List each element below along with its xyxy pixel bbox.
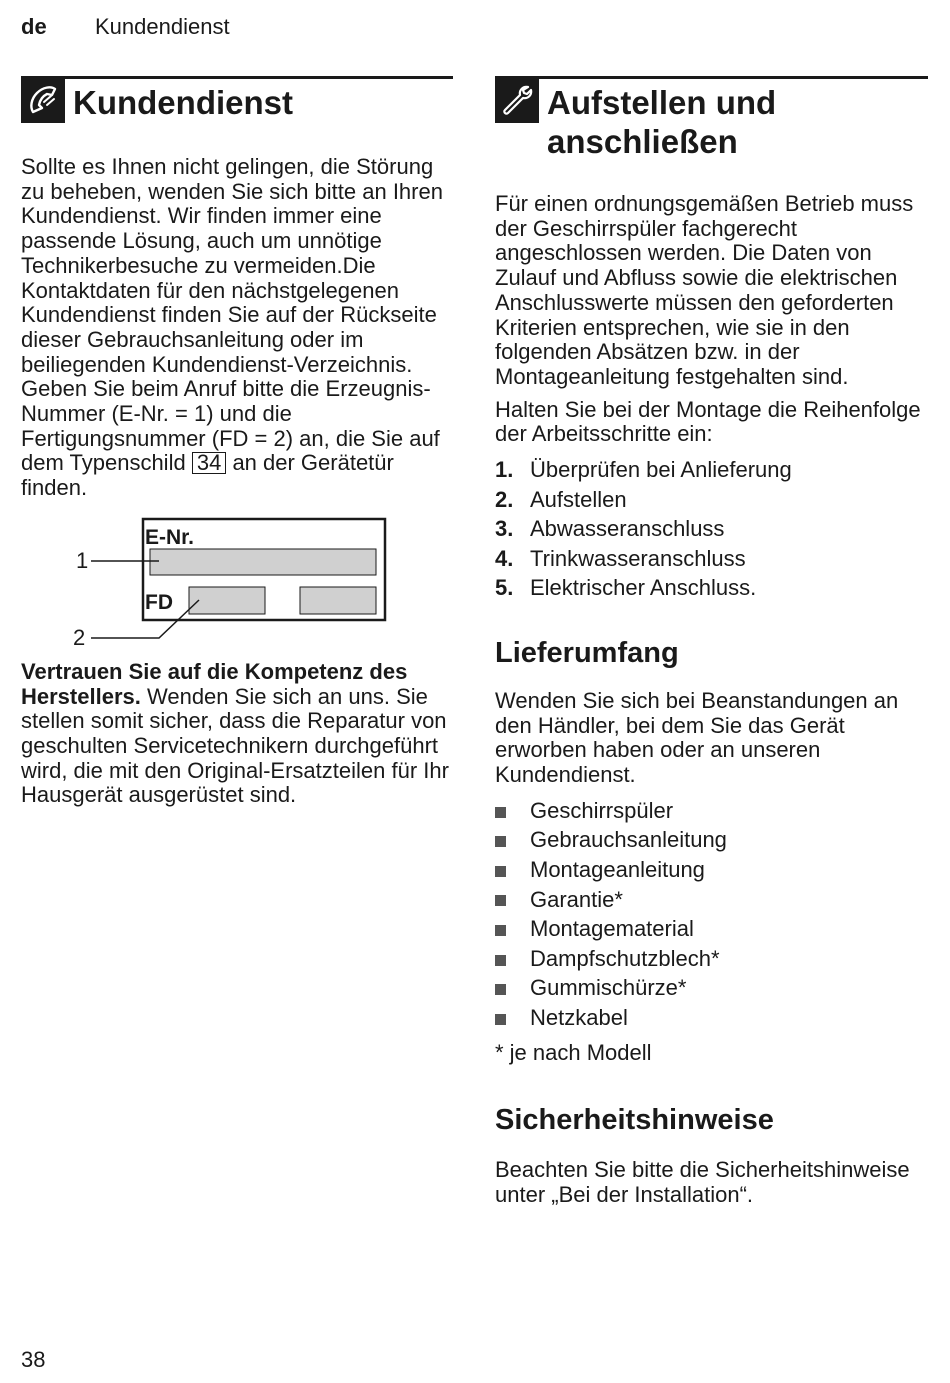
safety-heading: Sicherheitshinweise	[495, 1104, 774, 1137]
step-number: 4.	[495, 545, 514, 571]
step-text: Abwasseranschluss	[530, 516, 725, 542]
intro-text: Sollte es Ihnen nicht gelingen, die Störung zu beheben, wenden Sie sich bitte an Ihren Kundendienst. Wir finden immer eine passende Lösung, auch um unnötige Technikerbesuche zu vermeiden.Die Kontaktdaten für den nächstgelegenen Kundendienst finden Sie auf der Rückseite dieser Gebrauchsanleitung oder im beiliegenden Kundendienst-Verzeichnis. Geben Sie beim Anruf bitte die Erzeugnis-Nummer (E-Nr. = 1) und die Fertigungsnummer (FD = 2) an, die Sie auf dem Typenschild	[21, 154, 443, 476]
step-text: Überprüfen bei Anlieferung	[530, 457, 792, 483]
list-item	[495, 573, 928, 603]
square-bullet-icon	[495, 925, 506, 936]
plate-extra-field	[300, 587, 376, 614]
list-item	[495, 944, 928, 974]
step-number: 3.	[495, 516, 514, 542]
callout-label-2: 2	[73, 624, 86, 646]
header-language: de	[21, 14, 47, 39]
delivery-intro: Wenden Sie sich bei Beanstandungen an den Händler, bei dem Sie das Gerät erworben haben oder an unseren Kundendienst.	[495, 688, 899, 788]
square-bullet-icon	[495, 984, 506, 995]
square-bullet-icon	[495, 866, 506, 877]
right-column	[495, 76, 928, 1208]
item-text: Montageanleitung	[530, 857, 705, 882]
intro-text-end: an der Gerätetür finden.	[21, 450, 394, 501]
item-text: Netzkabel	[530, 1004, 628, 1030]
plate-fd-field	[189, 587, 265, 614]
step-number: 1.	[495, 457, 514, 483]
step-text: Trinkwasseranschluss	[530, 545, 746, 571]
square-bullet-icon	[495, 1014, 506, 1025]
item-text: Garantie*	[530, 886, 623, 912]
list-item	[495, 1003, 928, 1033]
list-item	[495, 855, 928, 885]
trust-bold: Vertrauen Sie auf die Kompetenz des Herstellers.	[21, 658, 408, 709]
plate-enr-field	[150, 549, 376, 575]
item-text: Dampfschutzblech*	[530, 945, 720, 971]
item-text: Gebrauchsanleitung	[530, 827, 727, 853]
item-text: Geschirrspüler	[530, 797, 674, 823]
trust-paragraph	[21, 660, 453, 808]
header-title: Kundendienst	[95, 14, 230, 39]
plate-fd-label: FD	[145, 590, 173, 614]
square-bullet-icon	[495, 807, 506, 818]
list-item	[495, 514, 928, 544]
safety-text: Beachten Sie bitte die Sicherheitshinweise unter „Bei der Installation“.	[495, 1157, 910, 1207]
rating-plate-illustration	[21, 516, 453, 646]
plate-enr-label: E-Nr.	[145, 525, 195, 549]
list-item	[495, 796, 928, 826]
steps-list	[495, 455, 928, 603]
intro-paragraph	[21, 155, 453, 501]
list-item	[495, 914, 928, 944]
item-text: Gummischürze*	[530, 975, 687, 1001]
section-header-kundendienst	[21, 76, 453, 122]
page-number: 38	[21, 1347, 46, 1372]
step-text: Elektrischer Anschluss.	[530, 575, 757, 601]
step-number: 2.	[495, 486, 514, 512]
left-column	[21, 76, 453, 808]
intro-paragraph: Für einen ordnungsgemäßen Betrieb muss der Geschirrspüler fachgerecht angeschlossen werden. Die Daten von Zulauf und Abfluss sowie die elektrischen Anschlusswerte müssen den geforderten Kriterien entsprechen, wie sie in den folgenden Absätzen bzw. in der Montageanleitung festgehalten sind.	[495, 191, 914, 389]
phone-icon	[21, 79, 65, 123]
list-item	[495, 973, 928, 1003]
section-title: Kundendienst	[73, 84, 293, 121]
delivery-note: * je nach Modell	[495, 1039, 652, 1065]
list-item	[495, 885, 928, 915]
section-title: Aufstellen und anschließen	[547, 84, 777, 160]
square-bullet-icon	[495, 955, 506, 966]
list-item	[495, 544, 928, 574]
square-bullet-icon	[495, 836, 506, 847]
steps-intro: Halten Sie bei der Montage die Reihenfolge der Arbeitsschritte ein:	[495, 396, 921, 447]
step-number: 5.	[495, 575, 514, 601]
step-text: Aufstellen	[530, 486, 627, 512]
list-item	[495, 455, 928, 485]
trust-text: Wenden Sie sich an uns. Sie stellen somit sicher, dass die Reparatur von geschulten Servicetechnikern durchgeführt wird, die mit den Original-Ersatzteilen für Ihr Hausgerät ausgerüstet sind.	[21, 683, 449, 808]
wrench-icon	[495, 79, 539, 123]
delivery-heading: Lieferumfang	[495, 637, 679, 669]
item-text: Montagematerial	[530, 916, 694, 942]
section-header-aufstellen	[495, 76, 928, 161]
delivery-list	[495, 796, 928, 1033]
callout-label-1: 1	[76, 547, 89, 573]
reference-number: 34	[192, 452, 226, 474]
list-item	[495, 485, 928, 515]
list-item	[495, 825, 928, 855]
square-bullet-icon	[495, 895, 506, 906]
